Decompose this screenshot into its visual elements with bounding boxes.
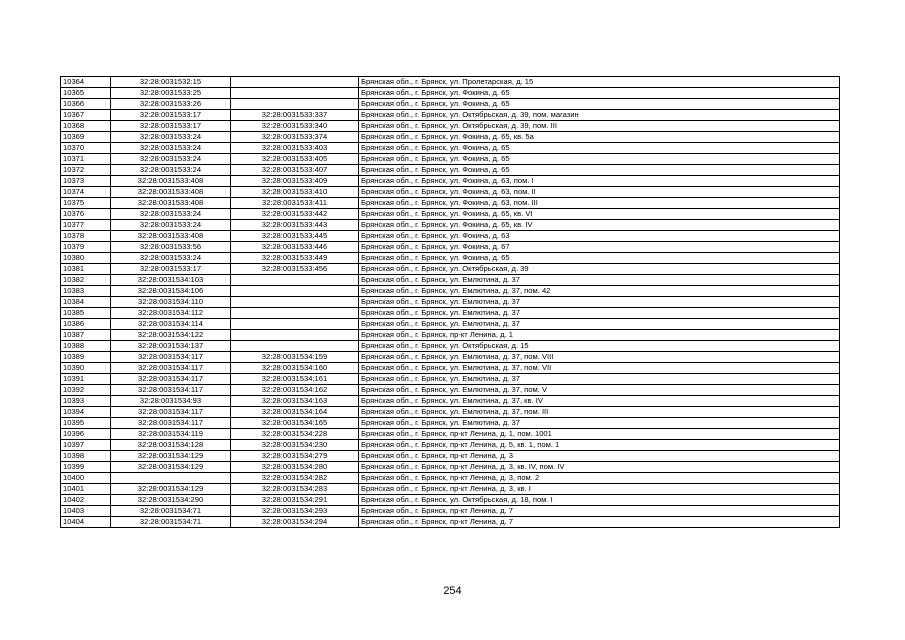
address-cell: Брянская обл., г. Брянск, пр-кт Ленина, д. 3, пом. 2 bbox=[359, 473, 840, 484]
building-cadastral-number-cell: 32:28:0031534:293 bbox=[231, 506, 359, 517]
row-number-cell: 10382 bbox=[61, 275, 111, 286]
address-cell: Брянская обл., г. Брянск, ул. Емлютина, д. 37, пом. V bbox=[359, 385, 840, 396]
table-row bbox=[61, 286, 840, 297]
table-row bbox=[61, 396, 840, 407]
table-row bbox=[61, 275, 840, 286]
land-cadastral-number-cell: 32:28:0031533:24 bbox=[111, 253, 231, 264]
land-cadastral-number-cell: 32:28:0031534:112 bbox=[111, 308, 231, 319]
row-number-cell: 10385 bbox=[61, 308, 111, 319]
row-number-cell: 10375 bbox=[61, 198, 111, 209]
row-number-cell: 10383 bbox=[61, 286, 111, 297]
row-number-cell: 10391 bbox=[61, 374, 111, 385]
building-cadastral-number-cell: 32:28:0031533:449 bbox=[231, 253, 359, 264]
land-cadastral-number-cell: 32:28:0031533:24 bbox=[111, 143, 231, 154]
row-number-cell: 10365 bbox=[61, 88, 111, 99]
table-row bbox=[61, 385, 840, 396]
row-number-cell: 10395 bbox=[61, 418, 111, 429]
land-cadastral-number-cell: 32:28:0031534:290 bbox=[111, 495, 231, 506]
building-cadastral-number-cell bbox=[231, 77, 359, 88]
land-cadastral-number-cell: 32:28:0031534:117 bbox=[111, 363, 231, 374]
building-cadastral-number-cell: 32:28:0031534:164 bbox=[231, 407, 359, 418]
building-cadastral-number-cell: 32:28:0031534:291 bbox=[231, 495, 359, 506]
land-cadastral-number-cell: 32:28:0031534:117 bbox=[111, 352, 231, 363]
land-cadastral-number-cell: 32:28:0031534:129 bbox=[111, 484, 231, 495]
row-number-cell: 10381 bbox=[61, 264, 111, 275]
address-cell: Брянская обл., г. Брянск, пр-кт Ленина, д. 1, пом. 1001 bbox=[359, 429, 840, 440]
building-cadastral-number-cell: 32:28:0031534:279 bbox=[231, 451, 359, 462]
building-cadastral-number-cell: 32:28:0031533:442 bbox=[231, 209, 359, 220]
address-cell: Брянская обл., г. Брянск, ул. Фокина, д. 63, пом. I bbox=[359, 176, 840, 187]
land-cadastral-number-cell: 32:28:0031534:71 bbox=[111, 517, 231, 528]
table-row bbox=[61, 429, 840, 440]
address-cell: Брянская обл., г. Брянск, ул. Октябрьская, д. 39, пом. магазин bbox=[359, 110, 840, 121]
row-number-cell: 10392 bbox=[61, 385, 111, 396]
table-row bbox=[61, 484, 840, 495]
land-cadastral-number-cell: 32:28:0031533:24 bbox=[111, 209, 231, 220]
land-cadastral-number-cell: 32:28:0031533:408 bbox=[111, 231, 231, 242]
table-row bbox=[61, 176, 840, 187]
land-cadastral-number-cell: 32:28:0031534:117 bbox=[111, 374, 231, 385]
building-cadastral-number-cell: 32:28:0031534:230 bbox=[231, 440, 359, 451]
address-cell: Брянская обл., г. Брянск, ул. Емлютина, д. 37 bbox=[359, 319, 840, 330]
table-row bbox=[61, 418, 840, 429]
table-row bbox=[61, 132, 840, 143]
row-number-cell: 10379 bbox=[61, 242, 111, 253]
land-cadastral-number-cell: 32:28:0031533:24 bbox=[111, 220, 231, 231]
land-cadastral-number-cell: 32:28:0031533:26 bbox=[111, 99, 231, 110]
building-cadastral-number-cell bbox=[231, 88, 359, 99]
address-cell: Брянская обл., г. Брянск, ул. Фокина, д. 65 bbox=[359, 165, 840, 176]
land-cadastral-number-cell: 32:28:0031534:137 bbox=[111, 341, 231, 352]
address-cell: Брянская обл., г. Брянск, ул. Емлютина, д. 37 bbox=[359, 418, 840, 429]
building-cadastral-number-cell: 32:28:0031534:161 bbox=[231, 374, 359, 385]
address-cell: Брянская обл., г. Брянск, ул. Емлютина, д. 37 bbox=[359, 374, 840, 385]
building-cadastral-number-cell bbox=[231, 275, 359, 286]
table-row bbox=[61, 253, 840, 264]
land-cadastral-number-cell: 32:28:0031533:24 bbox=[111, 154, 231, 165]
land-cadastral-number-cell: 32:28:0031534:122 bbox=[111, 330, 231, 341]
row-number-cell: 10376 bbox=[61, 209, 111, 220]
row-number-cell: 10389 bbox=[61, 352, 111, 363]
building-cadastral-number-cell bbox=[231, 330, 359, 341]
row-number-cell: 10393 bbox=[61, 396, 111, 407]
building-cadastral-number-cell: 32:28:0031534:163 bbox=[231, 396, 359, 407]
building-cadastral-number-cell: 32:28:0031533:409 bbox=[231, 176, 359, 187]
land-cadastral-number-cell: 32:28:0031532:15 bbox=[111, 77, 231, 88]
table-row bbox=[61, 330, 840, 341]
address-cell: Брянская обл., г. Брянск, ул. Пролетарская, д. 15 bbox=[359, 77, 840, 88]
land-cadastral-number-cell: 32:28:0031534:129 bbox=[111, 462, 231, 473]
row-number-cell: 10372 bbox=[61, 165, 111, 176]
address-cell: Брянская обл., г. Брянск, ул. Фокина, д. 65, кв. VI bbox=[359, 209, 840, 220]
building-cadastral-number-cell: 32:28:0031533:403 bbox=[231, 143, 359, 154]
land-cadastral-number-cell: 32:28:0031534:114 bbox=[111, 319, 231, 330]
building-cadastral-number-cell bbox=[231, 286, 359, 297]
address-cell: Брянская обл., г. Брянск, пр-кт Ленина, д. 7 bbox=[359, 517, 840, 528]
land-cadastral-number-cell: 32:28:0031533:56 bbox=[111, 242, 231, 253]
building-cadastral-number-cell: 32:28:0031533:445 bbox=[231, 231, 359, 242]
address-cell: Брянская обл., г. Брянск, пр-кт Ленина, д. 3, кв. I bbox=[359, 484, 840, 495]
row-number-cell: 10399 bbox=[61, 462, 111, 473]
row-number-cell: 10404 bbox=[61, 517, 111, 528]
table-row bbox=[61, 88, 840, 99]
row-number-cell: 10396 bbox=[61, 429, 111, 440]
address-cell: Брянская обл., г. Брянск, ул. Фокина, д. 65 bbox=[359, 99, 840, 110]
address-cell: Брянская обл., г. Брянск, ул. Фокина, д. 63, пом. III bbox=[359, 198, 840, 209]
building-cadastral-number-cell bbox=[231, 319, 359, 330]
row-number-cell: 10378 bbox=[61, 231, 111, 242]
building-cadastral-number-cell: 32:28:0031534:165 bbox=[231, 418, 359, 429]
table-row bbox=[61, 506, 840, 517]
land-cadastral-number-cell: 32:28:0031533:17 bbox=[111, 110, 231, 121]
land-cadastral-number-cell: 32:28:0031533:24 bbox=[111, 165, 231, 176]
address-cell: Брянская обл., г. Брянск, ул. Емлютина, д. 37 bbox=[359, 308, 840, 319]
table-row bbox=[61, 517, 840, 528]
building-cadastral-number-cell: 32:28:0031533:340 bbox=[231, 121, 359, 132]
table-row bbox=[61, 352, 840, 363]
address-cell: Брянская обл., г. Брянск, ул. Емлютина, д. 37, пом. 42 bbox=[359, 286, 840, 297]
address-cell: Брянская обл., г. Брянск, пр-кт Ленина, д. 3 bbox=[359, 451, 840, 462]
land-cadastral-number-cell: 32:28:0031534:129 bbox=[111, 451, 231, 462]
address-cell: Брянская обл., г. Брянск, ул. Октябрьская, д. 39 bbox=[359, 264, 840, 275]
row-number-cell: 10377 bbox=[61, 220, 111, 231]
address-cell: Брянская обл., г. Брянск, ул. Емлютина, д. 37 bbox=[359, 275, 840, 286]
row-number-cell: 10386 bbox=[61, 319, 111, 330]
table-row bbox=[61, 319, 840, 330]
land-cadastral-number-cell bbox=[111, 473, 231, 484]
table-row bbox=[61, 231, 840, 242]
table-row bbox=[61, 341, 840, 352]
address-cell: Брянская обл., г. Брянск, ул. Октябрьская, д. 15 bbox=[359, 341, 840, 352]
row-number-cell: 10402 bbox=[61, 495, 111, 506]
land-cadastral-number-cell: 32:28:0031534:106 bbox=[111, 286, 231, 297]
table-row bbox=[61, 440, 840, 451]
address-cell: Брянская обл., г. Брянск, ул. Фокина, д. 65, кв. IV bbox=[359, 220, 840, 231]
row-number-cell: 10373 bbox=[61, 176, 111, 187]
land-cadastral-number-cell: 32:28:0031534:128 bbox=[111, 440, 231, 451]
table-row bbox=[61, 110, 840, 121]
row-number-cell: 10370 bbox=[61, 143, 111, 154]
page-number: 254 bbox=[443, 585, 462, 597]
row-number-cell: 10403 bbox=[61, 506, 111, 517]
land-cadastral-number-cell: 32:28:0031533:17 bbox=[111, 264, 231, 275]
building-cadastral-number-cell: 32:28:0031534:162 bbox=[231, 385, 359, 396]
row-number-cell: 10401 bbox=[61, 484, 111, 495]
land-cadastral-number-cell: 32:28:0031533:17 bbox=[111, 121, 231, 132]
building-cadastral-number-cell: 32:28:0031534:280 bbox=[231, 462, 359, 473]
address-cell: Брянская обл., г. Брянск, ул. Фокина, д. 65 bbox=[359, 154, 840, 165]
table-row bbox=[61, 308, 840, 319]
address-cell: Брянская обл., г. Брянск, пр-кт Ленина, д. 5, кв. 1, пом. 1 bbox=[359, 440, 840, 451]
row-number-cell: 10394 bbox=[61, 407, 111, 418]
row-number-cell: 10366 bbox=[61, 99, 111, 110]
row-number-cell: 10398 bbox=[61, 451, 111, 462]
building-cadastral-number-cell: 32:28:0031534:159 bbox=[231, 352, 359, 363]
address-cell: Брянская обл., г. Брянск, ул. Емлютина, д. 37, пом. VII bbox=[359, 363, 840, 374]
table-body bbox=[61, 77, 840, 528]
document-table bbox=[60, 76, 840, 528]
land-cadastral-number-cell: 32:28:0031533:24 bbox=[111, 132, 231, 143]
table-row bbox=[61, 209, 840, 220]
address-cell: Брянская обл., г. Брянск, ул. Октябрьская, д. 18, пом. I bbox=[359, 495, 840, 506]
table-row bbox=[61, 363, 840, 374]
table-row bbox=[61, 143, 840, 154]
address-cell: Брянская обл., г. Брянск, пр-кт Ленина, д. 3, кв. IV, пом. IV bbox=[359, 462, 840, 473]
land-cadastral-number-cell: 32:28:0031534:110 bbox=[111, 297, 231, 308]
building-cadastral-number-cell: 32:28:0031534:294 bbox=[231, 517, 359, 528]
address-cell: Брянская обл., г. Брянск, пр-кт Ленина, д. 1 bbox=[359, 330, 840, 341]
row-number-cell: 10380 bbox=[61, 253, 111, 264]
address-cell: Брянская обл., г. Брянск, ул. Октябрьская, д. 39, пом. III bbox=[359, 121, 840, 132]
address-cell: Брянская обл., г. Брянск, ул. Емлютина, д. 37 bbox=[359, 297, 840, 308]
row-number-cell: 10371 bbox=[61, 154, 111, 165]
table-row bbox=[61, 154, 840, 165]
address-cell: Брянская обл., г. Брянск, ул. Фокина, д. 65 bbox=[359, 143, 840, 154]
table-row bbox=[61, 198, 840, 209]
building-cadastral-number-cell: 32:28:0031533:446 bbox=[231, 242, 359, 253]
row-number-cell: 10400 bbox=[61, 473, 111, 484]
land-cadastral-number-cell: 32:28:0031534:117 bbox=[111, 407, 231, 418]
table-row bbox=[61, 121, 840, 132]
building-cadastral-number-cell: 32:28:0031534:160 bbox=[231, 363, 359, 374]
building-cadastral-number-cell: 32:28:0031533:410 bbox=[231, 187, 359, 198]
building-cadastral-number-cell bbox=[231, 99, 359, 110]
land-cadastral-number-cell: 32:28:0031534:71 bbox=[111, 506, 231, 517]
address-cell: Брянская обл., г. Брянск, ул. Фокина, д. 63 bbox=[359, 231, 840, 242]
row-number-cell: 10388 bbox=[61, 341, 111, 352]
building-cadastral-number-cell: 32:28:0031533:407 bbox=[231, 165, 359, 176]
address-cell: Брянская обл., г. Брянск, ул. Фокина, д. 65 bbox=[359, 253, 840, 264]
row-number-cell: 10390 bbox=[61, 363, 111, 374]
row-number-cell: 10367 bbox=[61, 110, 111, 121]
address-cell: Брянская обл., г. Брянск, ул. Емлютина, д. 37, пом. VIII bbox=[359, 352, 840, 363]
building-cadastral-number-cell: 32:28:0031533:374 bbox=[231, 132, 359, 143]
building-cadastral-number-cell: 32:28:0031534:282 bbox=[231, 473, 359, 484]
table-row bbox=[61, 77, 840, 88]
building-cadastral-number-cell: 32:28:0031533:411 bbox=[231, 198, 359, 209]
land-cadastral-number-cell: 32:28:0031534:93 bbox=[111, 396, 231, 407]
address-cell: Брянская обл., г. Брянск, ул. Емлютина, д. 37, пом. III bbox=[359, 407, 840, 418]
table-row bbox=[61, 374, 840, 385]
row-number-cell: 10384 bbox=[61, 297, 111, 308]
table-row bbox=[61, 242, 840, 253]
table-row bbox=[61, 264, 840, 275]
row-number-cell: 10364 bbox=[61, 77, 111, 88]
table-row bbox=[61, 462, 840, 473]
land-cadastral-number-cell: 32:28:0031533:408 bbox=[111, 187, 231, 198]
building-cadastral-number-cell: 32:28:0031533:405 bbox=[231, 154, 359, 165]
land-cadastral-number-cell: 32:28:0031533:25 bbox=[111, 88, 231, 99]
building-cadastral-number-cell: 32:28:0031534:228 bbox=[231, 429, 359, 440]
address-cell: Брянская обл., г. Брянск, ул. Фокина, д. 65, кв. 5а bbox=[359, 132, 840, 143]
row-number-cell: 10387 bbox=[61, 330, 111, 341]
address-cell: Брянская обл., г. Брянск, ул. Фокина, д. 65 bbox=[359, 88, 840, 99]
building-cadastral-number-cell: 32:28:0031534:283 bbox=[231, 484, 359, 495]
building-cadastral-number-cell: 32:28:0031533:456 bbox=[231, 264, 359, 275]
address-cell: Брянская обл., г. Брянск, ул. Фокина, д. 67 bbox=[359, 242, 840, 253]
table-row bbox=[61, 99, 840, 110]
land-cadastral-number-cell: 32:28:0031534:103 bbox=[111, 275, 231, 286]
address-cell: Брянская обл., г. Брянск, ул. Фокина, д. 63, пом. II bbox=[359, 187, 840, 198]
row-number-cell: 10397 bbox=[61, 440, 111, 451]
table-row bbox=[61, 473, 840, 484]
building-cadastral-number-cell bbox=[231, 341, 359, 352]
building-cadastral-number-cell bbox=[231, 308, 359, 319]
table-row bbox=[61, 297, 840, 308]
table-row bbox=[61, 495, 840, 506]
land-cadastral-number-cell: 32:28:0031534:117 bbox=[111, 418, 231, 429]
row-number-cell: 10374 bbox=[61, 187, 111, 198]
land-cadastral-number-cell: 32:28:0031534:119 bbox=[111, 429, 231, 440]
address-cell: Брянская обл., г. Брянск, пр-кт Ленина, д. 7 bbox=[359, 506, 840, 517]
table-row bbox=[61, 451, 840, 462]
building-cadastral-number-cell: 32:28:0031533:337 bbox=[231, 110, 359, 121]
address-cell: Брянская обл., г. Брянск, ул. Емлютина, д. 37, кв. IV bbox=[359, 396, 840, 407]
building-cadastral-number-cell: 32:28:0031533:443 bbox=[231, 220, 359, 231]
table-row bbox=[61, 220, 840, 231]
row-number-cell: 10369 bbox=[61, 132, 111, 143]
row-number-cell: 10368 bbox=[61, 121, 111, 132]
land-cadastral-number-cell: 32:28:0031534:117 bbox=[111, 385, 231, 396]
table-row bbox=[61, 187, 840, 198]
building-cadastral-number-cell bbox=[231, 297, 359, 308]
land-cadastral-number-cell: 32:28:0031533:408 bbox=[111, 198, 231, 209]
table-row bbox=[61, 165, 840, 176]
land-cadastral-number-cell: 32:28:0031533:408 bbox=[111, 176, 231, 187]
table-row bbox=[61, 407, 840, 418]
